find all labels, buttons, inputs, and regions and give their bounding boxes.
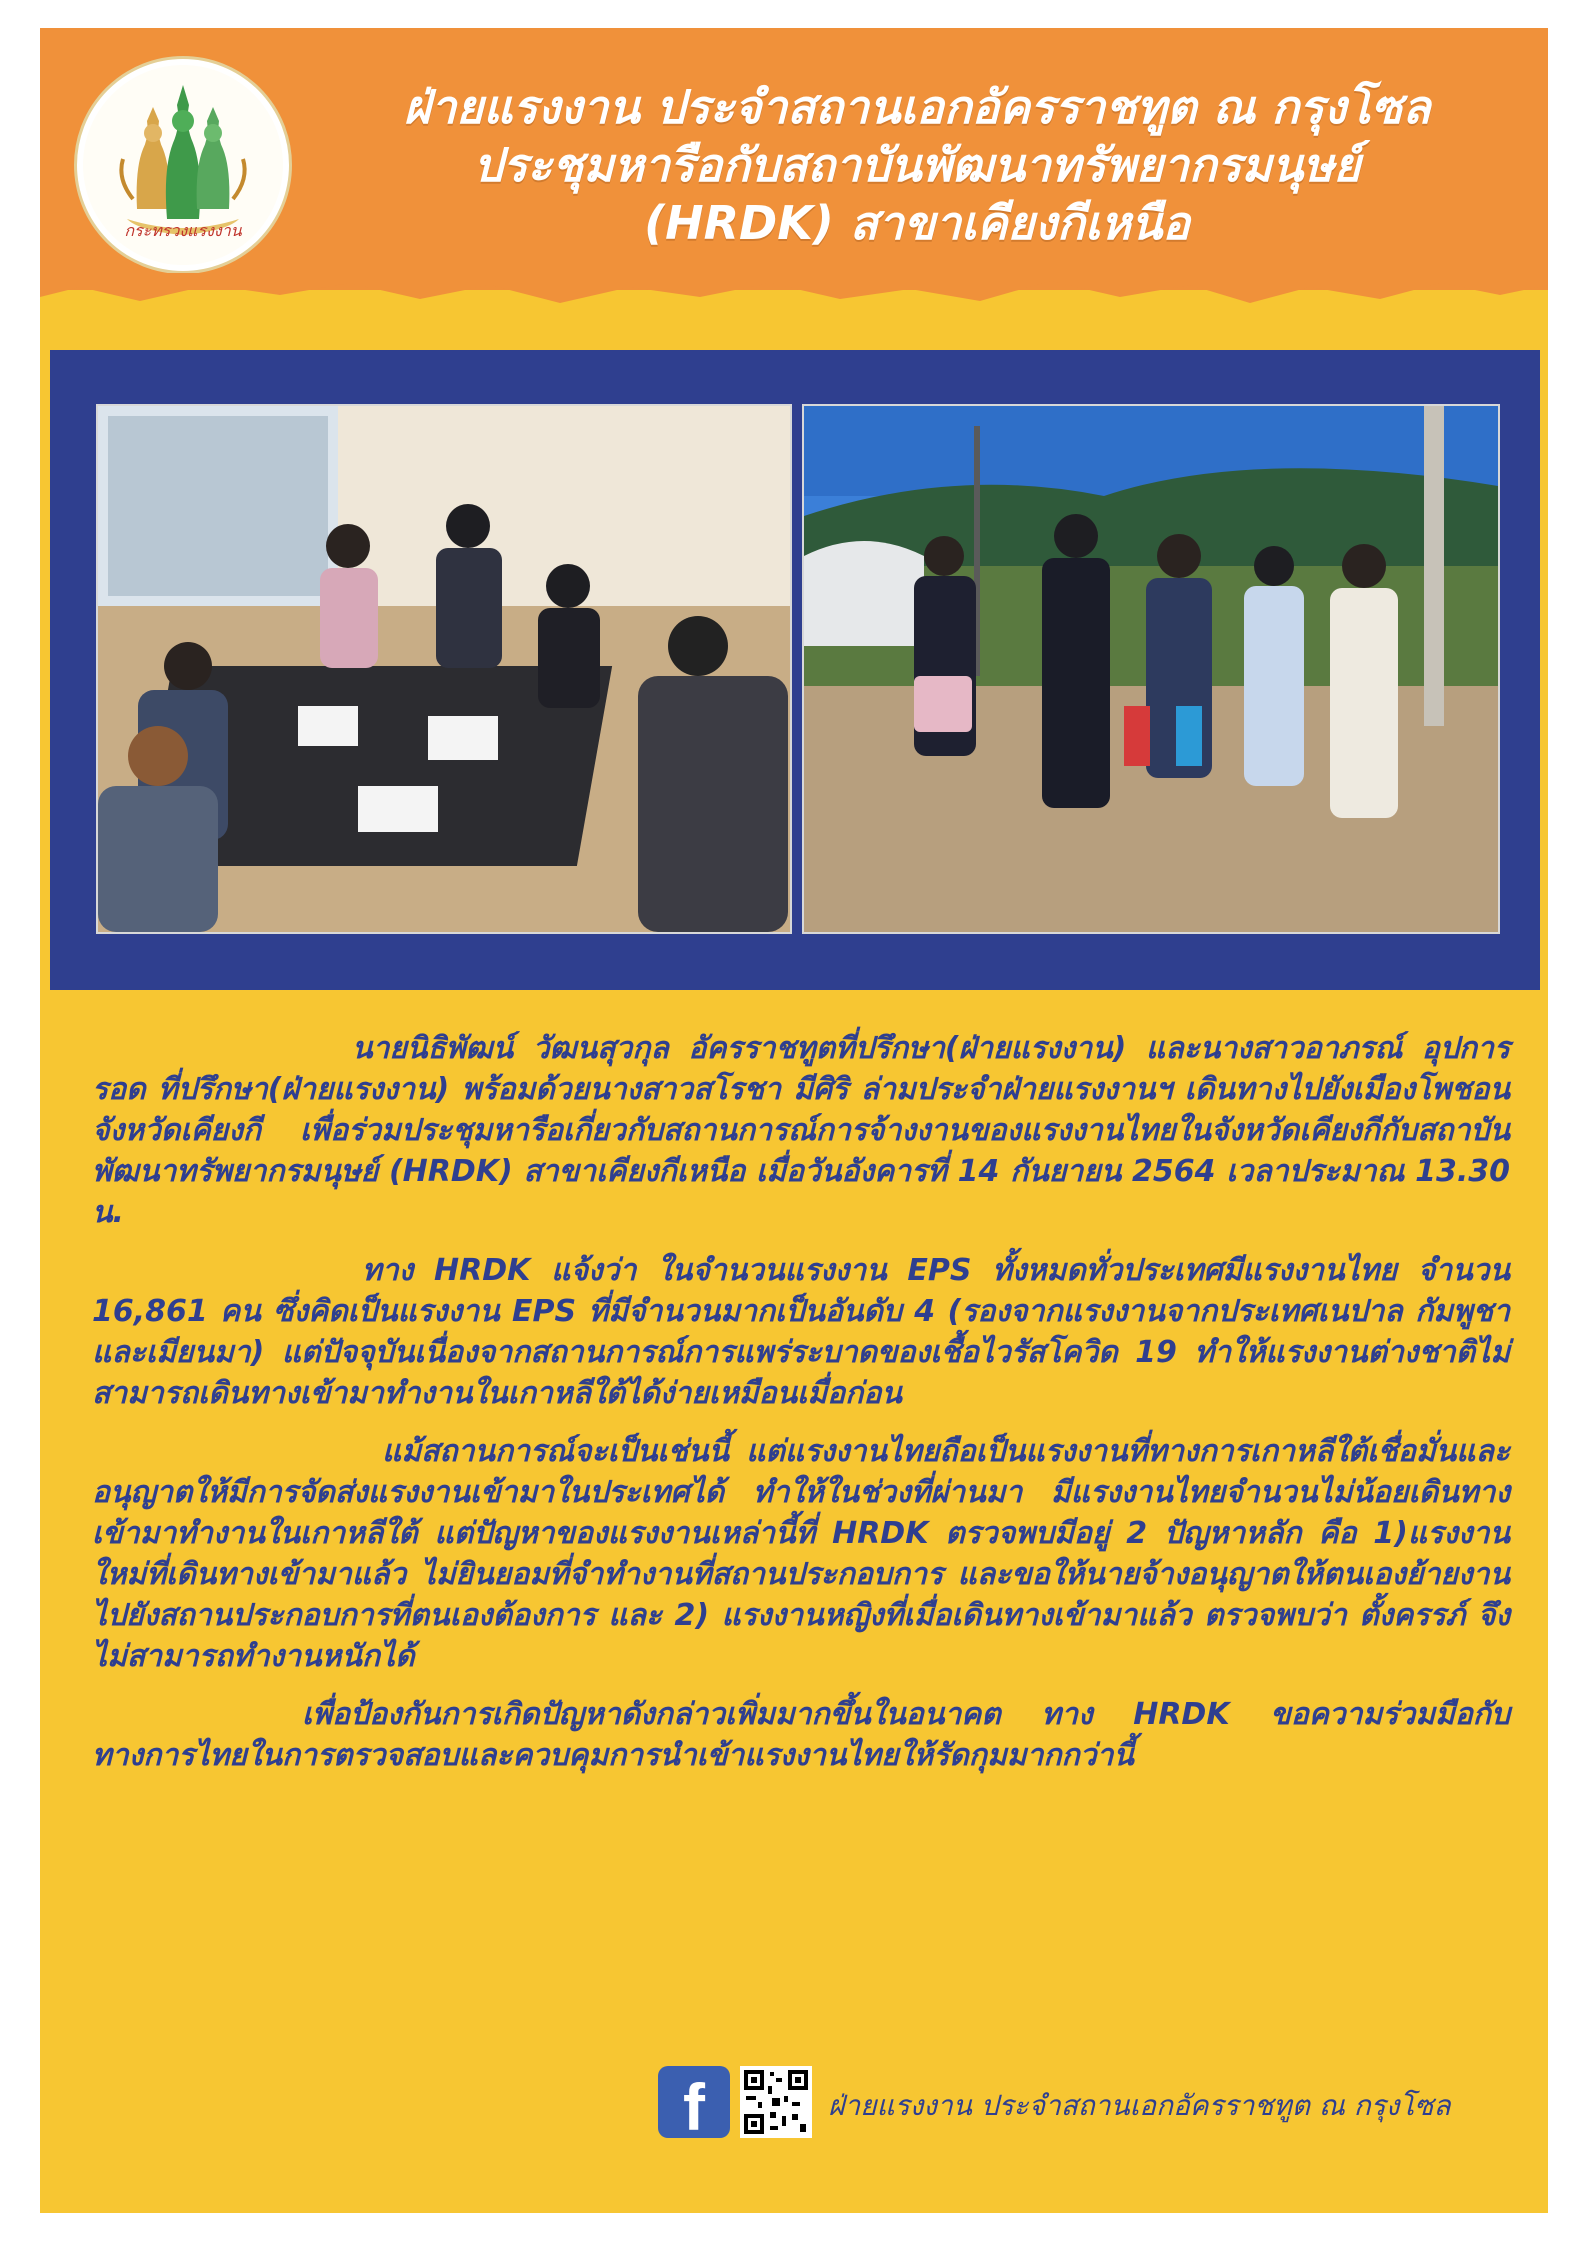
title-line-2: ประชุมหารือกับสถาบันพัฒนาทรัพยากรมนุษย์ bbox=[473, 138, 1361, 192]
title-line-3: (HRDK) สาขาเคียงกีเหนือ bbox=[644, 196, 1190, 250]
torn-edge-decoration bbox=[40, 273, 1548, 313]
poster bbox=[40, 28, 1548, 2213]
qr-code-icon[interactable] bbox=[740, 2066, 812, 2138]
header-band bbox=[40, 28, 1548, 290]
ministry-of-labour-logo bbox=[74, 56, 292, 274]
paragraph-2: ทาง HRDK แจ้งว่า ในจำนวนแรงงาน EPS ทั้งหมดทั่วประเทศมีแรงงานไทย จำนวน 16,861 คน ซึ่งคิดเป็นแรงงาน EPS ที่มีจำนวนมากเป็นอันดับ 4 (รองจากแรงงานจากประเทศเนปาล กัมพูชา และเมียนมา) แต่ปัจจุบันเนื่องจากสถานการณ์การแพร่ระบาดของเชื้อไวรัสโควิด 19 ทำให้แรงงานต่างชาติไม่สามารถเดินทางเข้ามาทำงานในเกาหลีใต้ได้ง่ายเหมือนเมื่อก่อน bbox=[92, 1253, 1510, 1411]
page-title bbox=[302, 78, 1532, 252]
article-body bbox=[92, 1028, 1510, 1793]
photo-frame bbox=[50, 350, 1540, 990]
group-photo bbox=[802, 404, 1500, 934]
paragraph-3: แม้สถานการณ์จะเป็นเช่นนี้ แต่แรงงานไทยถือเป็นแรงงานที่ทางการเกาหลีใต้เชื่อมั่นและอนุญาตให้มีการจัดส่งแรงงานเข้ามาในประเทศได้ ทำให้ในช่วงที่ผ่านมา มีแรงงานไทยจำนวนไม่น้อยเดินทางเข้ามาทำงานในเกาหลีใต้ แต่ปัญหาของแรงงานเหล่านี้ที่ HRDK ตรวจพบมีอยู่ 2 ปัญหาหลัก คือ 1)แรงงานใหม่ที่เดินทางเข้ามาแล้ว ไม่ยินยอมที่จำทำงานที่สถานประกอบการ และขอให้นายจ้างอนุญาตให้ตนเองย้ายงานไปยังสถานประกอบการที่ตนเองต้องการ และ 2) แรงงานหญิงที่เมื่อเดินทางเข้ามาแล้ว ตรวจพบว่า ตั้งครรภ์ จึงไม่สามารถทำงานหนักได้ bbox=[92, 1434, 1511, 1674]
paragraph-4: เพื่อป้องกันการเกิดปัญหาดังกล่าวเพิ่มมากขึ้นในอนาคต ทาง HRDK ขอความร่วมมือกับทางการไทยในการตรวจสอบและควบคุมการนำเข้าแรงงานไทยให้รัดกุมมากกว่านี้ bbox=[92, 1697, 1510, 1773]
meeting-photo bbox=[96, 404, 792, 934]
footer bbox=[658, 2066, 1548, 2146]
footer-caption: ฝ่ายแรงงาน ประจำสถานเอกอัครราชทูต ณ กรุงโซล bbox=[828, 2089, 1451, 2122]
paragraph-1: นายนิธิพัฒน์ วัฒนสุวกุล อัครราชทูตที่ปรึกษา(ฝ่ายแรงงาน) และนางสาวอาภรณ์ อุปการรอด ที่ปรึกษา(ฝ่ายแรงงาน) พร้อมด้วยนางสาวสโรชา มีศิริ ล่ามประจำฝ่ายแรงงานฯ เดินทางไปยังเมืองโพชอน จังหวัดเคียงกี เพื่อร่วมประชุมหารือเกี่ยวกับสถานการณ์การจ้างงานของแรงงานไทยในจังหวัดเคียงกีกับสถาบันพัฒนาทรัพยากรมนุษย์ (HRDK) สาขาเคียงกีเหนือ เมื่อวันอังคารที่ 14 กันยายน 2564 เวลาประมาณ 13.30 น. bbox=[92, 1031, 1510, 1230]
logo-caption: กระทรวงแรงงาน bbox=[124, 221, 242, 240]
facebook-icon[interactable]: f bbox=[658, 2066, 730, 2138]
title-line-1: ฝ่ายแรงงาน ประจำสถานเอกอัครราชทูต ณ กรุงโซล bbox=[403, 80, 1431, 134]
